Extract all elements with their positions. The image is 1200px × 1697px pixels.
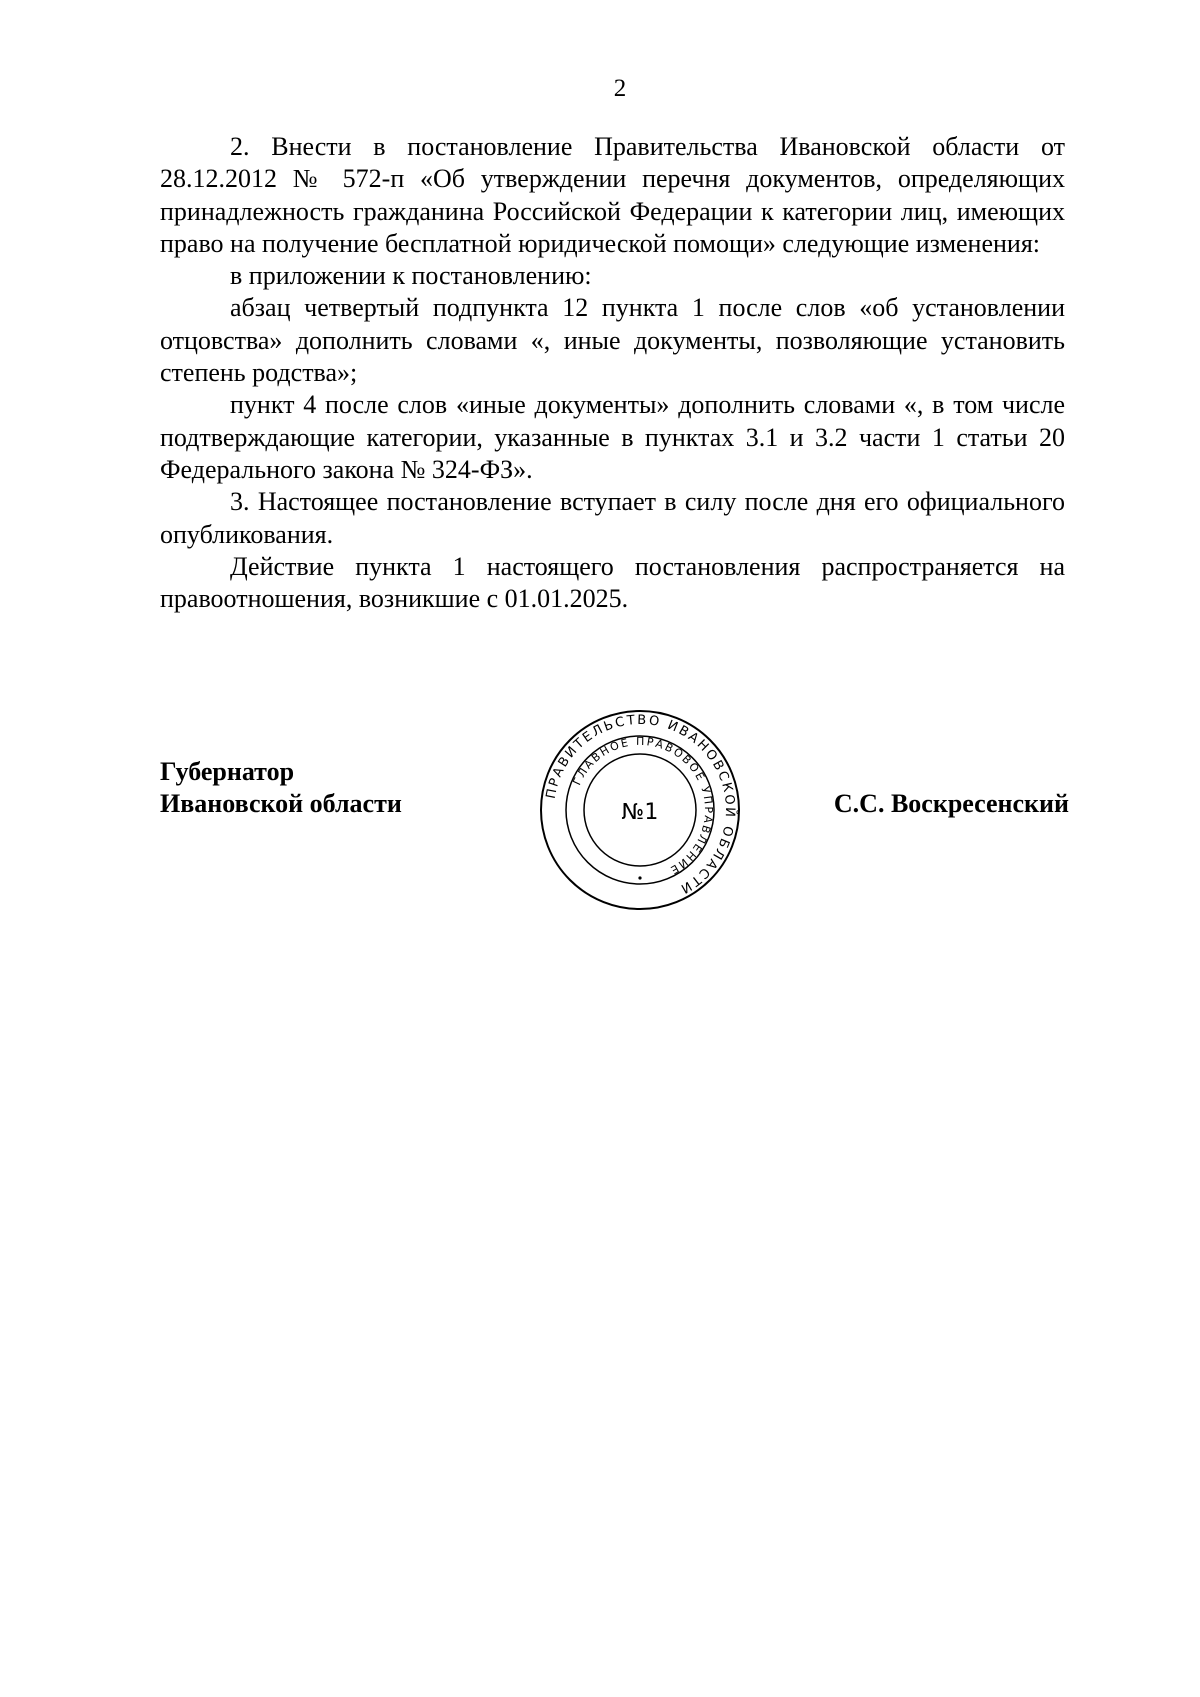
official-stamp [539,709,741,911]
signatory-title [160,756,402,820]
signatory-title-line1: Губернатор [160,757,295,786]
stamp-dot [638,876,641,879]
paragraph-subitem-12: абзац четвертый подпункта 12 пункта 1 после слов «об установлении отцовства» дополнить словами «, иные документы, позволяющие установить степень родства»; [160,293,1065,388]
paragraph-entry-into-force: 3. Настоящее постановление вступает в силу после дня его официального опубликования. [160,487,1065,549]
paragraph-item-4: пункт 4 после слов «иные документы» дополнить словами «, в том числе подтверждающие категории, указанные в пунктах 3.1 и 3.2 части 1 статьи 20 Федерального закона № 324-ФЗ». [160,390,1065,484]
stamp-inner-text: ГЛАВНОЕ ПРАВОВОЕ УПРАВЛЕНИЕ [570,734,716,878]
stamp-center-number: №1 [621,800,659,825]
stamp-seal-icon [539,709,741,911]
paragraph-retroactive-effect: Действие пункта 1 настоящего постановления распространяется на правоотношения, возникшие с 01.01.2025. [160,551,1065,614]
signatory-name: С.С. Воскресенский [833,789,1069,818]
document-body [160,131,1065,615]
paragraph-appendix: в приложении к постановлению: [230,261,592,291]
stamp-outer-text: ПРАВИТЕЛЬСТВО ИВАНОВСКОЙ ОБЛАСТИ [543,712,738,897]
paragraph-amendment-intro: 2. Внести в постановление Правительства Ивановской области от 28.12.2012 № 572-п «Об утверждении перечня документов, определяющих принадлежность гражданина Российской Федерации к категории лиц, имеющих право на получение бесплатной юридической помощи» следующие изменения: [160,132,1065,258]
signatory-title-line2: Ивановской области [160,789,402,818]
page-number: 2 [613,75,627,102]
